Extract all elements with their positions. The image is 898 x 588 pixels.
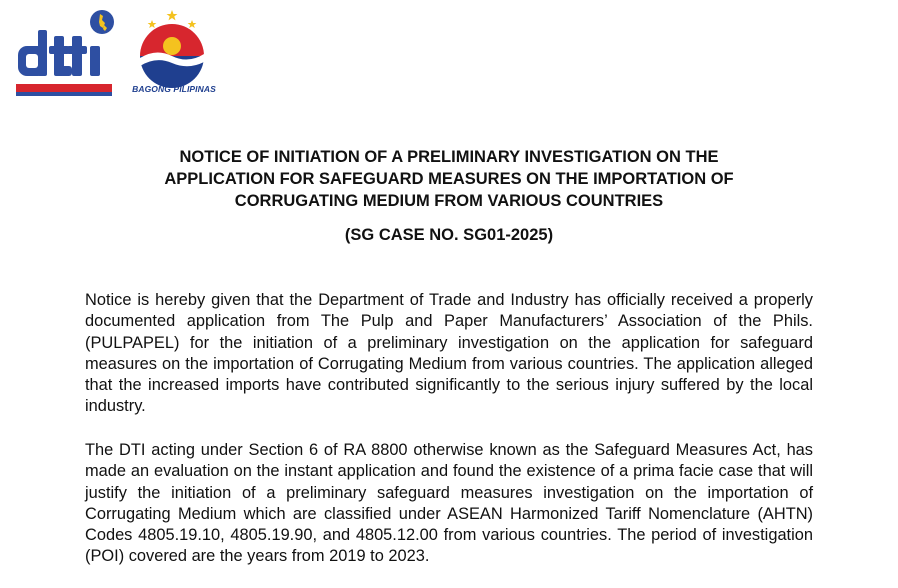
dti-red-bar xyxy=(16,84,112,92)
notice-title xyxy=(60,146,838,212)
case-number: (SG CASE NO. SG01-2025) xyxy=(344,226,554,244)
notice-paragraph-2: The DTI acting under Section 6 of RA 8800 otherwise known as the Safeguard Measures Act, has made an evaluation on the instant application and found the existence of a prima facie case that will justify the initiation of a preliminary safeguard measures investigation on the importation of Corrugating Medium which are classified under ASEAN Harmonized Tariff Nomenclature (AHTN) Codes 4805.19.10, 4805.19.90, and 4805.12.00 from various countries. The period of investigation (POI) covered are the years from 2019 to 2023. xyxy=(85,441,813,566)
notice-title-line: CORRUGATING MEDIUM FROM VARIOUS COUNTRIES xyxy=(234,192,664,210)
notice-paragraph-1: Notice is hereby given that the Department of Trade and Industry has officially received a properly documented application from The Pulp and Paper Manufacturers’ Association of the Phils. (PULPAPEL) for the initiation of a preliminary investigation on the application for safeguard measures on the importation of Corrugating Medium from various countries. The application alleged that the increased imports have contributed significantly to the serious injury suffered by the local industry. xyxy=(85,291,813,416)
notice-title-line: NOTICE OF INITIATION OF A PRELIMINARY INVESTIGATION ON THE xyxy=(179,148,719,166)
notice-title-line: APPLICATION FOR SAFEGUARD MEASURES ON THE IMPORTATION OF xyxy=(164,170,734,188)
dti-logo xyxy=(14,8,118,100)
bagong-pilipinas-label: BAGONG PILIPINAS xyxy=(132,84,216,94)
page-header xyxy=(0,0,898,110)
